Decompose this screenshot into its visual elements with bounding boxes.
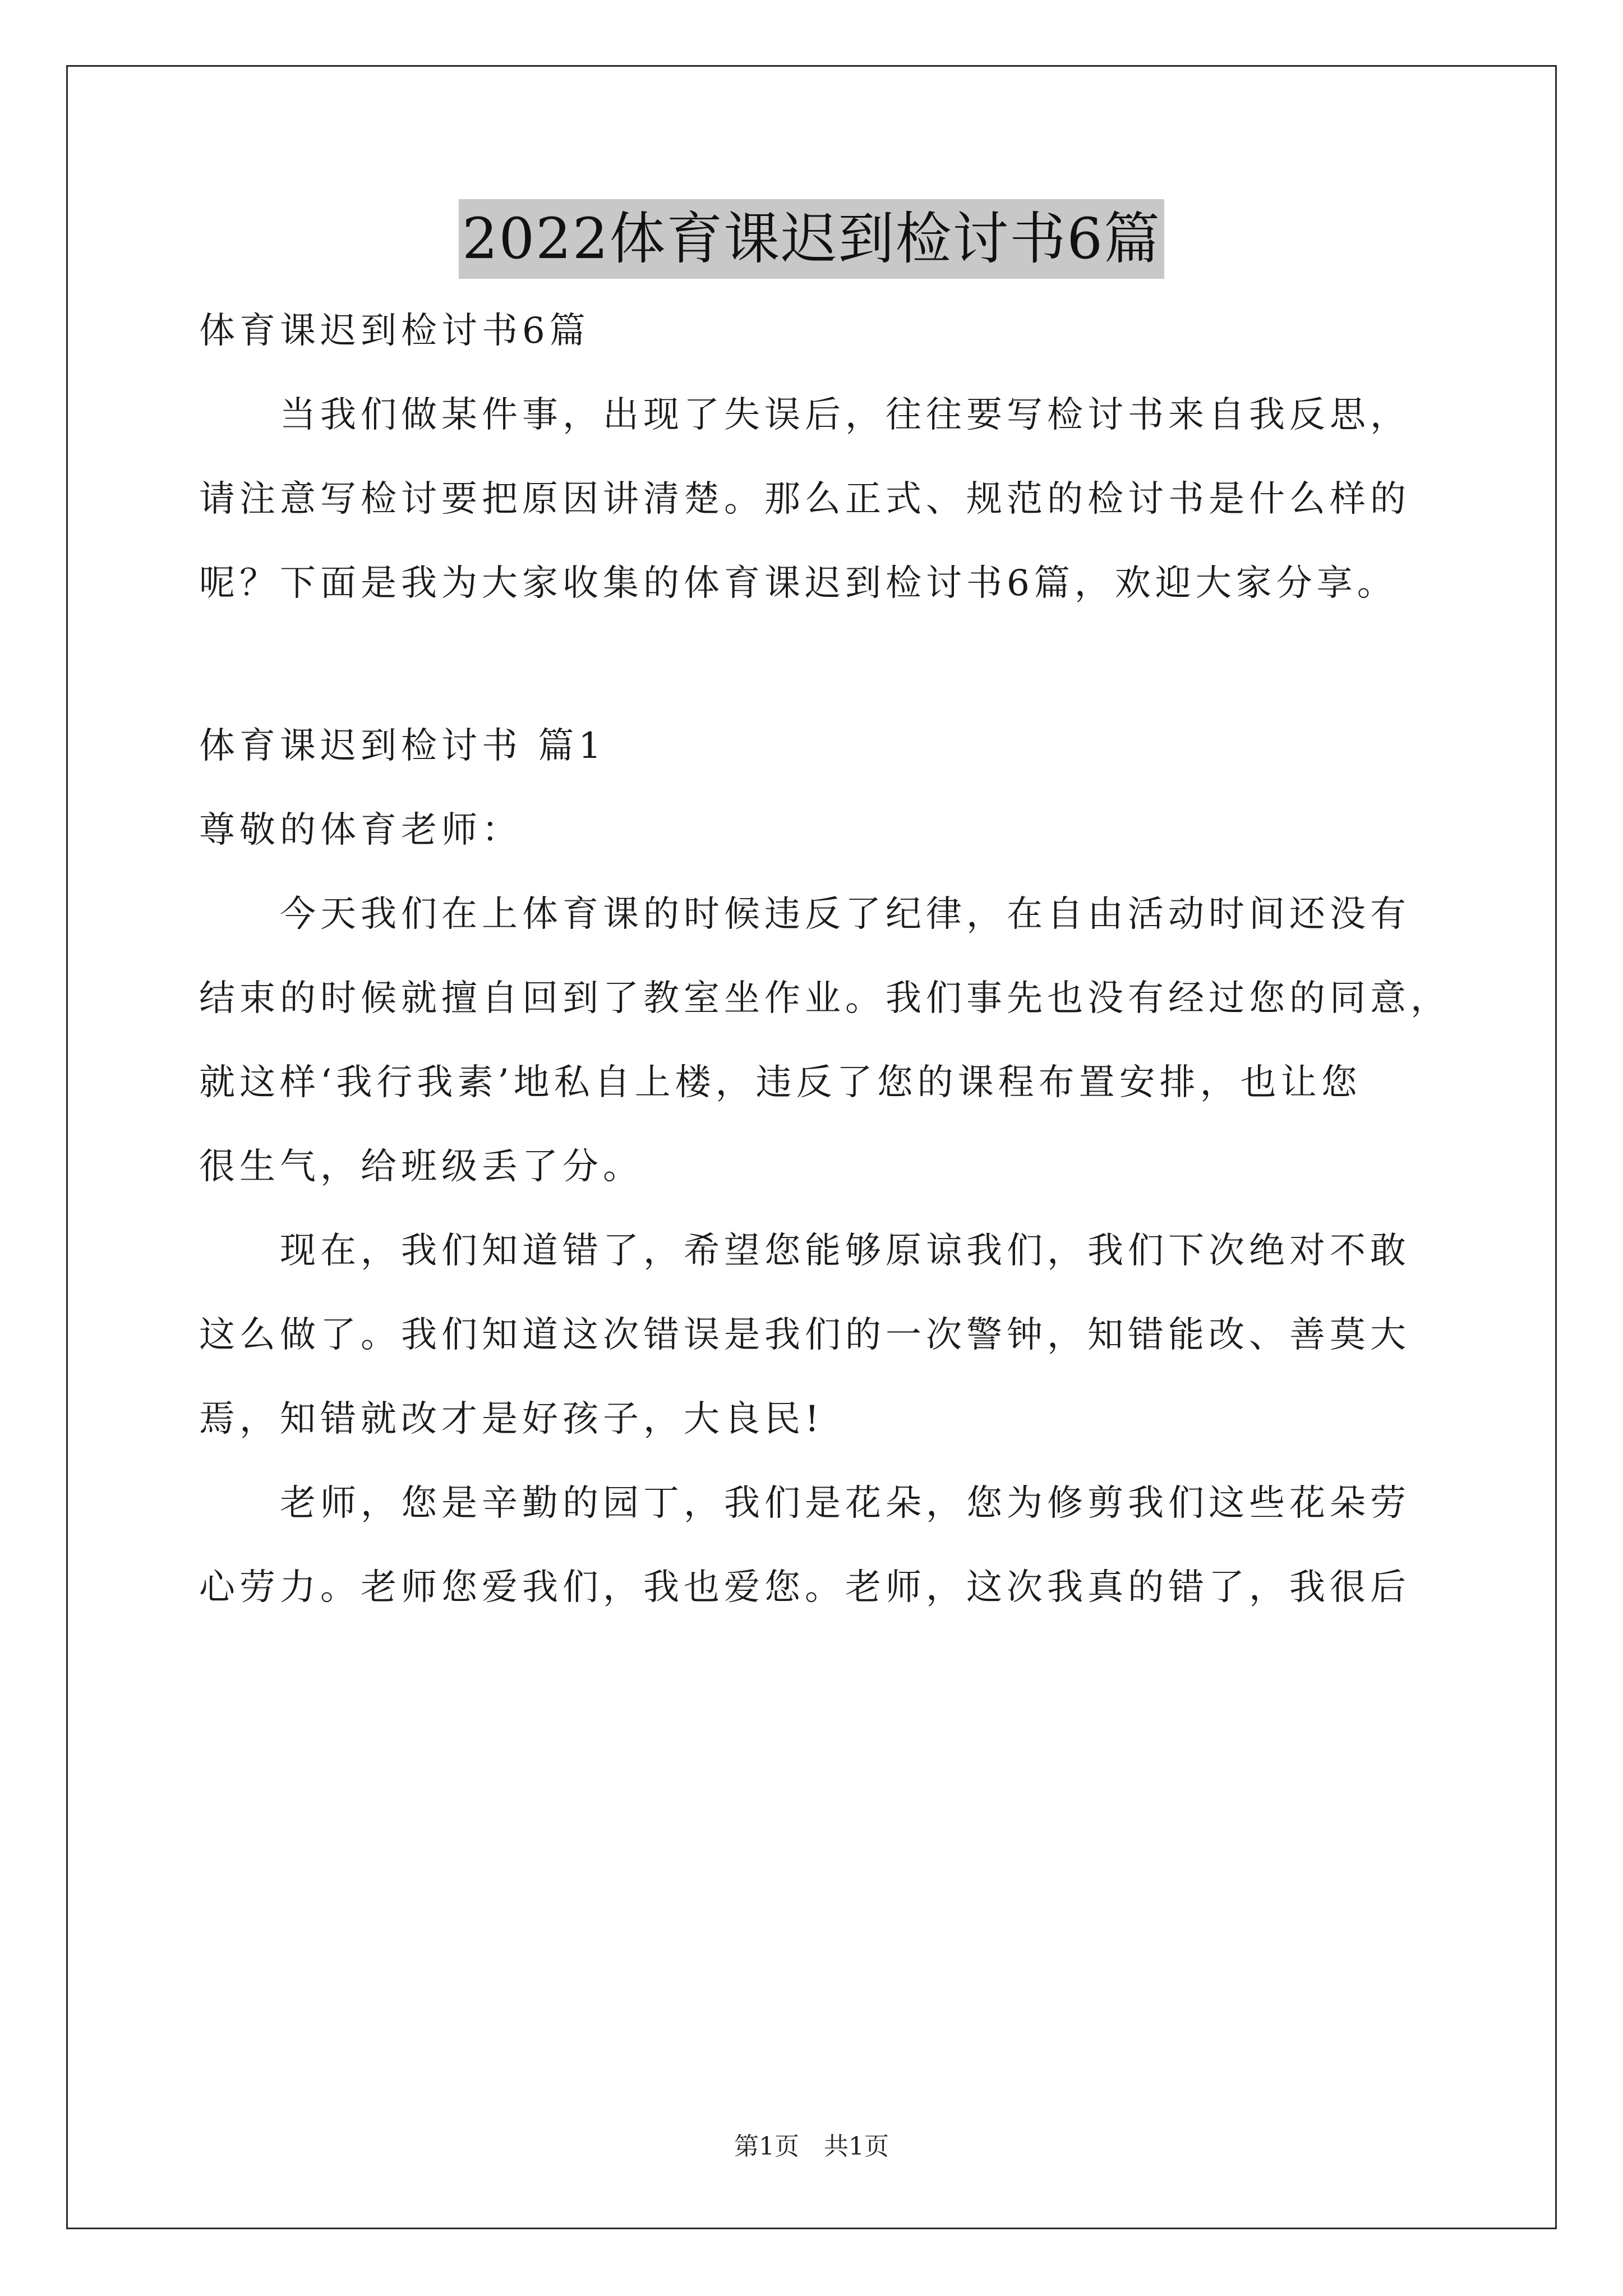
text-line: 呢？下面是我为大家收集的体育课迟到检讨书6篇，欢迎大家分享。 bbox=[199, 563, 1398, 604]
text-line: 这么做了。我们知道这次错误是我们的一次警钟，知错能改、善莫大 bbox=[199, 1314, 1410, 1356]
section-heading: 体育课迟到检讨书 篇1 bbox=[199, 725, 606, 767]
text-line: 结束的时候就擅自回到了教室坐作业。我们事先也没有经过您的同意， bbox=[199, 978, 1451, 1019]
body-paragraph bbox=[199, 1475, 1433, 1616]
page-total: 共1页 bbox=[824, 2132, 889, 2161]
document-title: 2022体育课迟到检讨书6篇 bbox=[459, 199, 1164, 279]
page-number: 第1页 bbox=[734, 2132, 799, 2161]
text-line: 老师，您是辛勤的园丁，我们是花朵，您为修剪我们这些花朵劳 bbox=[199, 1483, 1410, 1524]
text-line: 今天我们在上体育课的时候违反了纪律，在自由活动时间还没有 bbox=[199, 894, 1410, 935]
salutation: 尊敬的体育老师： bbox=[199, 809, 522, 851]
text-line: 当我们做某件事，出现了失误后，往往要写检讨书来自我反思， bbox=[199, 394, 1410, 436]
title-container bbox=[0, 199, 1623, 279]
document-body bbox=[199, 303, 1451, 1616]
body-paragraph bbox=[199, 1223, 1433, 1447]
intro-paragraph bbox=[199, 387, 1433, 611]
text-line: 请注意写检讨要把原因讲清楚。那么正式、规范的检讨书是什么样的 bbox=[199, 478, 1410, 520]
document-subtitle: 体育课迟到检讨书6篇 bbox=[199, 310, 590, 352]
text-line: 就这样‘我行我素’地私自上楼，违反了您的课程布置安排，也让您 bbox=[199, 1062, 1362, 1103]
text-line: 现在，我们知道错了，希望您能够原谅我们，我们下次绝对不敢 bbox=[199, 1230, 1410, 1272]
text-line: 焉，知错就改才是好孩子，大良民! bbox=[199, 1398, 824, 1440]
text-line: 心劳力。老师您爱我们，我也爱您。老师，这次我真的错了，我很后 bbox=[199, 1567, 1410, 1608]
body-paragraph bbox=[199, 886, 1451, 1195]
text-line: 很生气，给班级丢了分。 bbox=[199, 1146, 643, 1188]
page-footer bbox=[0, 2126, 1623, 2162]
